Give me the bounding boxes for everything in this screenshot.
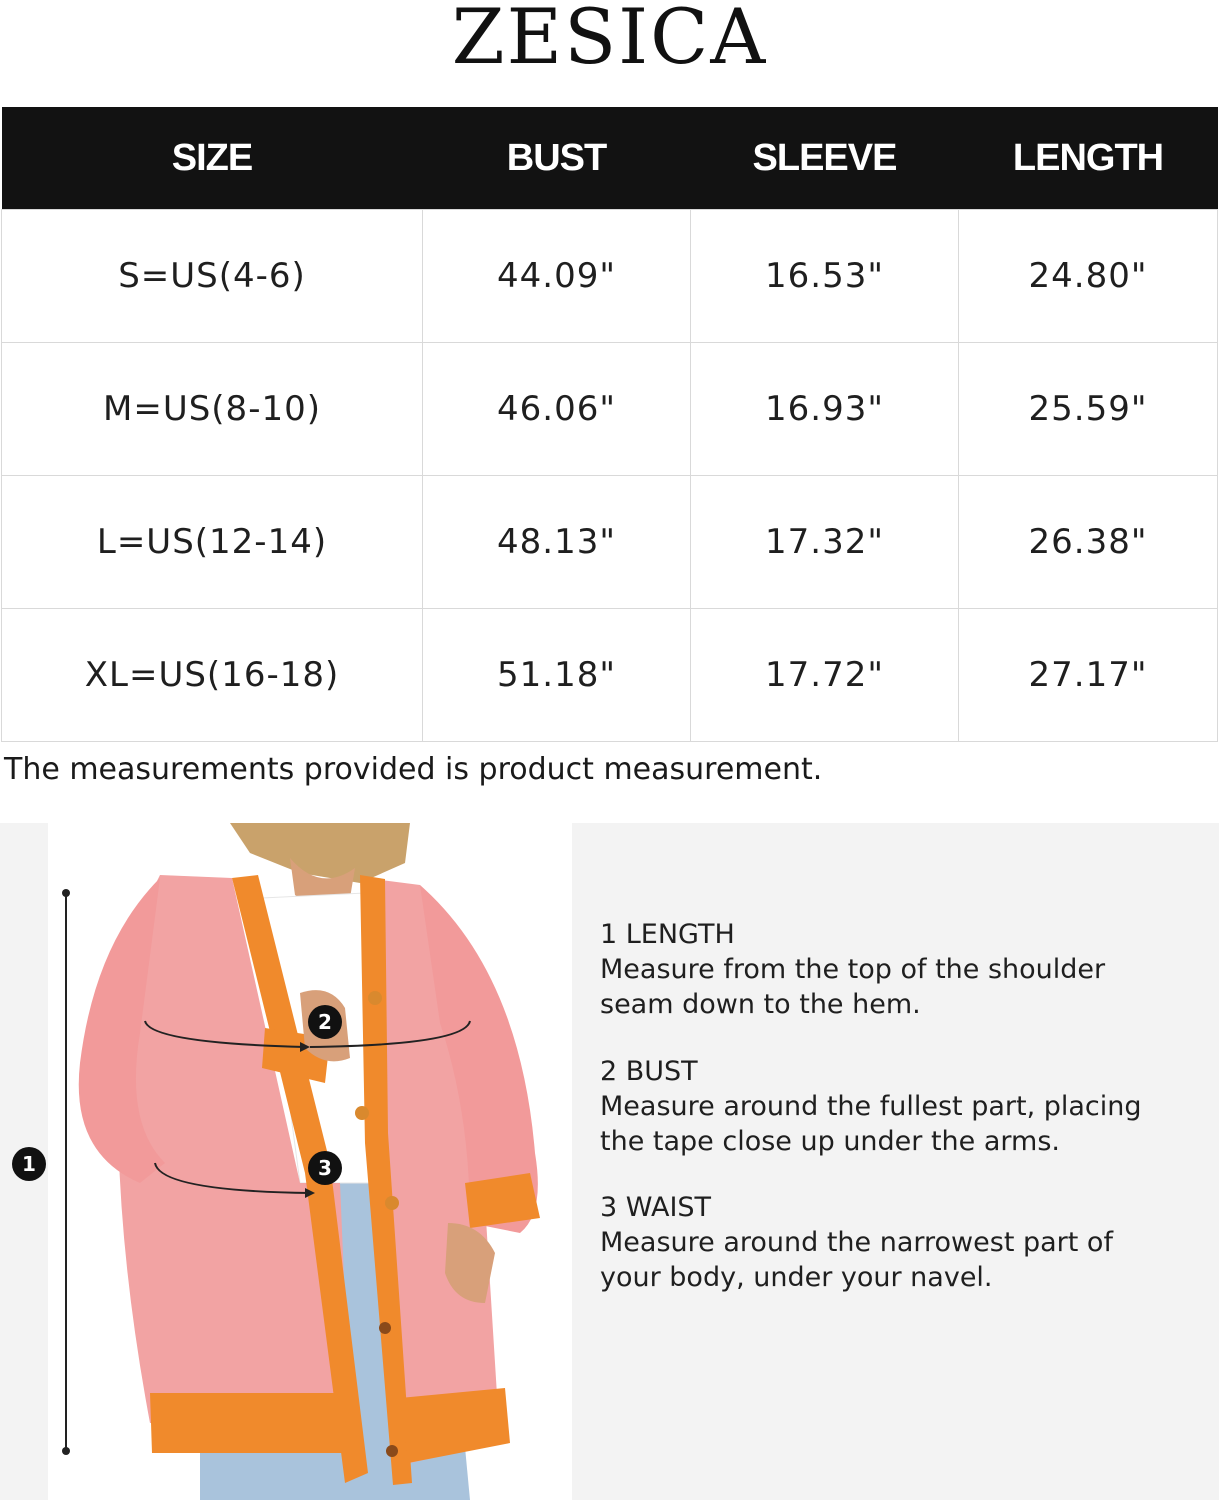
button [379,1322,391,1334]
cell-size: M=US(8-10) [2,343,423,476]
button [385,1196,399,1210]
guide-waist [600,1190,1140,1295]
cell-sleeve: 16.53" [691,210,959,343]
header-length: LENGTH [959,107,1218,210]
hair-shape [230,823,410,883]
cell-size: L=US(12-14) [2,476,423,609]
measurement-note: The measurements provided is product measurement. [4,752,823,787]
guide-length-title: 1 LENGTH [600,919,735,950]
header-sleeve: SLEEVE [691,107,959,210]
cell-sleeve: 17.32" [691,476,959,609]
cell-length: 24.80" [959,210,1218,343]
cell-sleeve: 16.93" [691,343,959,476]
guide-bust-title: 2 BUST [600,1056,698,1087]
size-chart-table [1,107,1218,742]
button [355,1106,369,1120]
left-hem-band [150,1393,352,1453]
model-photo-panel [0,823,572,1500]
length-line-bottom [62,1447,70,1455]
marker-3-label: 3 [318,1156,332,1180]
length-line-top [62,889,70,897]
table-row [2,210,1218,343]
cell-length: 26.38" [959,476,1218,609]
guide-bust-text: Measure around the fullest part, placing the tape close up under the arms. [600,1091,1142,1157]
measure-guide-panel [572,823,1219,1500]
cell-size: XL=US(16-18) [2,609,423,742]
guide-bust [600,1054,1160,1159]
header-bust: BUST [423,107,691,210]
guide-length [600,917,1120,1022]
right-hem-band [400,1388,510,1463]
cell-sleeve: 17.72" [691,609,959,742]
cell-length: 25.59" [959,343,1218,476]
cell-bust: 44.09" [423,210,691,343]
header-size: SIZE [2,107,423,210]
table-row [2,609,1218,742]
table-header-row [2,107,1218,210]
guide-waist-title: 3 WAIST [600,1192,712,1223]
cell-bust: 51.18" [423,609,691,742]
brand-logo: ZESICA [451,0,768,81]
marker-2-label: 2 [318,1010,332,1034]
table-row [2,343,1218,476]
cell-size: S=US(4-6) [2,210,423,343]
guide-waist-text: Measure around the narrowest part of your body, under your navel. [600,1227,1113,1293]
table-row [2,476,1218,609]
marker-1-label: 1 [22,1152,36,1176]
cell-bust: 48.13" [423,476,691,609]
cell-length: 27.17" [959,609,1218,742]
button [368,991,382,1005]
guide-length-text: Measure from the top of the shoulder seam down to the hem. [600,954,1106,1020]
cardigan-illustration [0,823,572,1500]
button [386,1445,398,1457]
cell-bust: 46.06" [423,343,691,476]
